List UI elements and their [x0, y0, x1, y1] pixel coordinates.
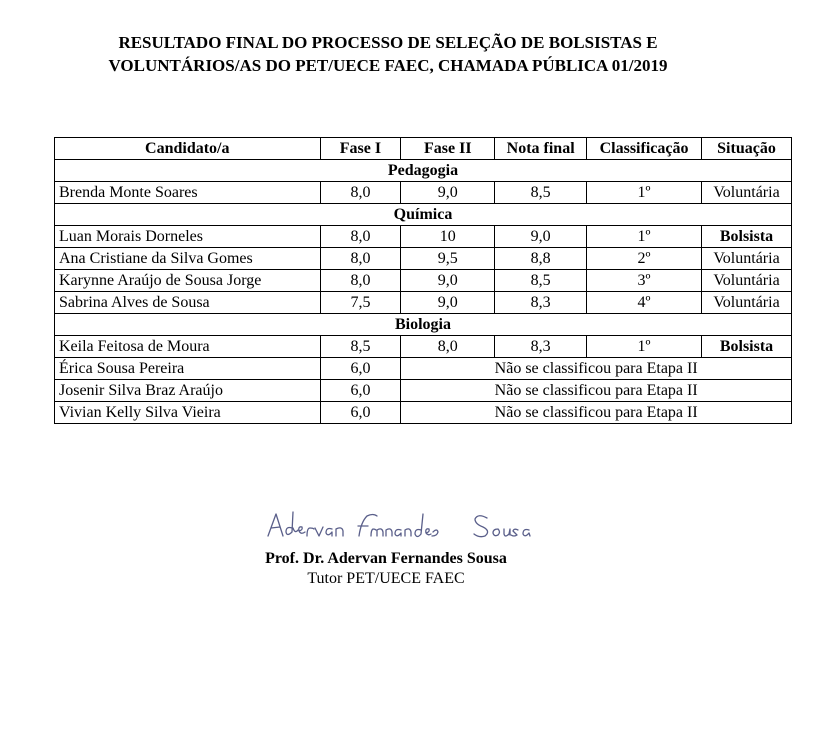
- status: Voluntária: [702, 292, 792, 314]
- title-line-1: RESULTADO FINAL DO PROCESSO DE SELEÇÃO DE BOLSISTAS E: [118, 33, 658, 52]
- fase-2-score: 9,0: [401, 270, 495, 292]
- table-row: [55, 226, 792, 248]
- final-score: 8,5: [495, 270, 587, 292]
- ranking: 4º: [587, 292, 702, 314]
- not-classified-note: Não se classificou para Etapa II: [401, 380, 792, 402]
- section-biologia: Biologia: [55, 314, 792, 336]
- results-table: [54, 137, 792, 424]
- status: Bolsista: [702, 336, 792, 358]
- candidate-name: Josenir Silva Braz Araújo: [55, 380, 321, 402]
- table-row: [55, 270, 792, 292]
- table-row: [55, 248, 792, 270]
- section-row: [55, 160, 792, 182]
- fase-2-score: 10: [401, 226, 495, 248]
- title-line-2: VOLUNTÁRIOS/AS DO PET/UECE FAEC, CHAMADA PÚBLICA 01/2019: [108, 56, 668, 75]
- table-row: [55, 336, 792, 358]
- candidate-name: Vivian Kelly Silva Vieira: [55, 402, 321, 424]
- ranking: 1º: [587, 336, 702, 358]
- fase-2-score: 9,0: [401, 292, 495, 314]
- section-row: [55, 204, 792, 226]
- fase-1-score: 6,0: [320, 380, 401, 402]
- table-row: [55, 182, 792, 204]
- candidate-name: Brenda Monte Soares: [55, 182, 321, 204]
- professor-name: Prof. Dr. Adervan Fernandes Sousa: [265, 550, 507, 567]
- not-classified-note: Não se classificou para Etapa II: [401, 358, 792, 380]
- not-classified-note: Não se classificou para Etapa II: [401, 402, 792, 424]
- header-candidate: Candidato/a: [55, 138, 321, 160]
- section-quimica: Química: [55, 204, 792, 226]
- final-score: 8,5: [495, 182, 587, 204]
- header-classificacao: Classificação: [587, 138, 702, 160]
- header-situacao: Situação: [702, 138, 792, 160]
- final-score: 8,3: [495, 292, 587, 314]
- ranking: 1º: [587, 226, 702, 248]
- fase-1-score: 6,0: [320, 402, 401, 424]
- table-row: [55, 358, 792, 380]
- final-score: 9,0: [495, 226, 587, 248]
- fase-1-score: 8,0: [320, 270, 401, 292]
- section-row: [55, 314, 792, 336]
- ranking: 2º: [587, 248, 702, 270]
- header-fase-2: Fase II: [401, 138, 495, 160]
- fase-1-score: 8,5: [320, 336, 401, 358]
- ranking: 3º: [587, 270, 702, 292]
- fase-2-score: 9,0: [401, 182, 495, 204]
- final-score: 8,8: [495, 248, 587, 270]
- status: Voluntária: [702, 248, 792, 270]
- candidate-name: Keila Feitosa de Moura: [55, 336, 321, 358]
- candidate-name: Sabrina Alves de Sousa: [55, 292, 321, 314]
- status: Voluntária: [702, 270, 792, 292]
- header-row: [55, 138, 792, 160]
- header-fase-1: Fase I: [320, 138, 401, 160]
- status: Bolsista: [702, 226, 792, 248]
- header-nota-final: Nota final: [495, 138, 587, 160]
- fase-1-score: 8,0: [320, 248, 401, 270]
- fase-1-score: 6,0: [320, 358, 401, 380]
- table-row: [55, 402, 792, 424]
- fase-1-score: 8,0: [320, 182, 401, 204]
- fase-2-score: 8,0: [401, 336, 495, 358]
- fase-2-score: 9,5: [401, 248, 495, 270]
- document-title: [0, 31, 776, 77]
- table-row: [55, 292, 792, 314]
- candidate-name: Ana Cristiane da Silva Gomes: [55, 248, 321, 270]
- final-score: 8,3: [495, 336, 587, 358]
- fase-1-score: 7,5: [320, 292, 401, 314]
- candidate-name: Karynne Araújo de Sousa Jorge: [55, 270, 321, 292]
- handwritten-signature: [262, 506, 582, 546]
- candidate-name: Érica Sousa Pereira: [55, 358, 321, 380]
- ranking: 1º: [587, 182, 702, 204]
- candidate-name: Luan Morais Dorneles: [55, 226, 321, 248]
- table-row: [55, 380, 792, 402]
- section-pedagogia: Pedagogia: [55, 160, 792, 182]
- status: Voluntária: [702, 182, 792, 204]
- fase-1-score: 8,0: [320, 226, 401, 248]
- professor-role: Tutor PET/UECE FAEC: [307, 570, 465, 587]
